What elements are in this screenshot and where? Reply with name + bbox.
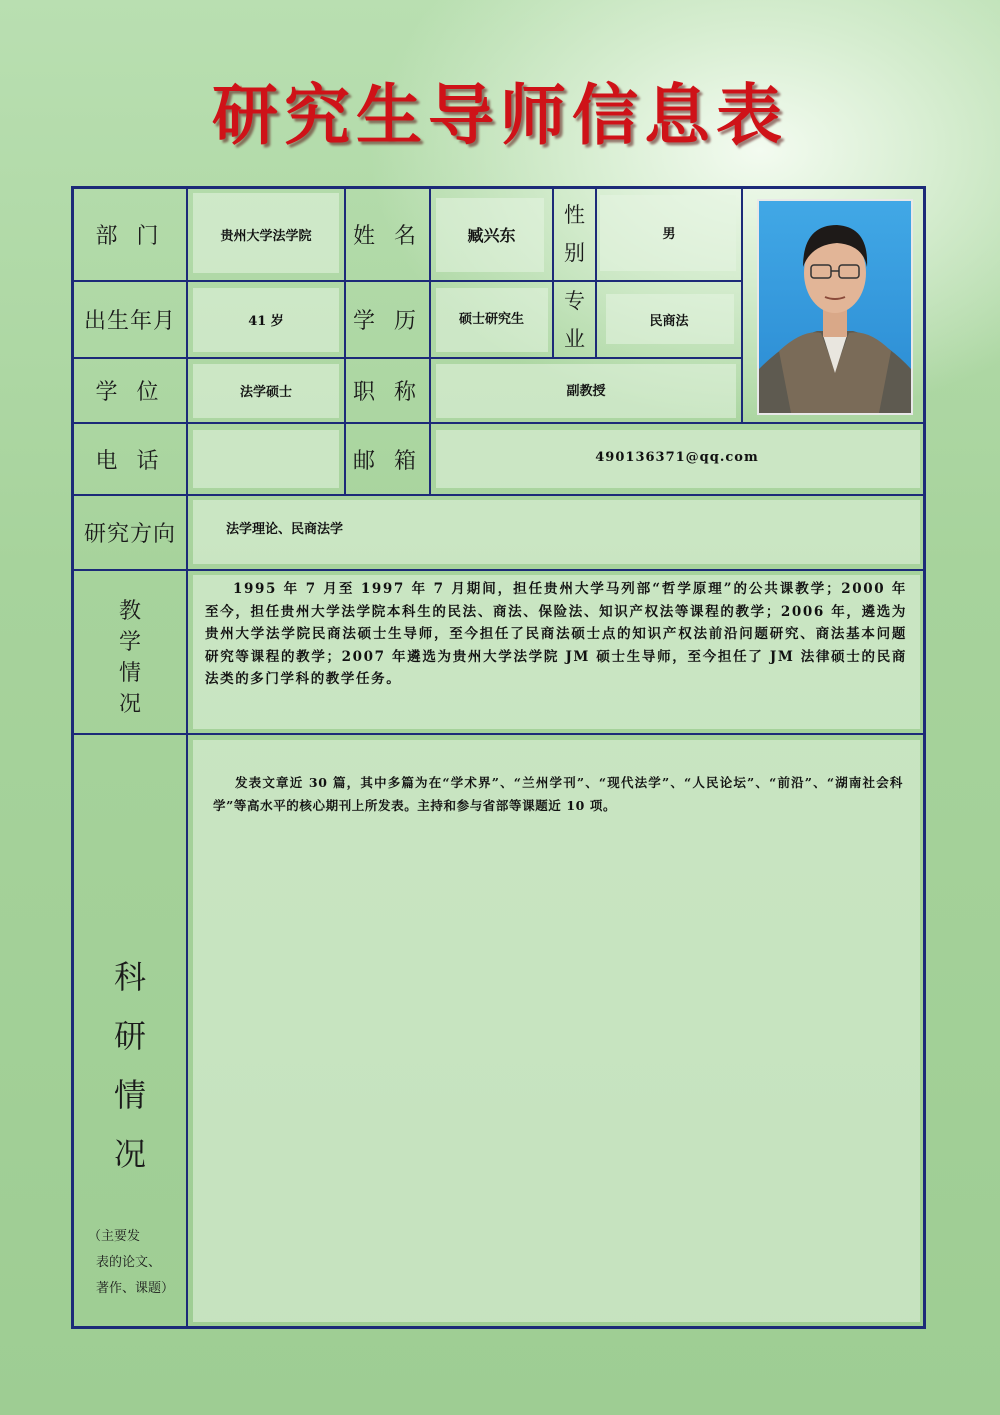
col-line-label [186,186,188,1329]
email-label: 邮 箱 [353,448,422,474]
phone-label: 电 话 [95,448,165,474]
gender-label-char-2: 别 [564,241,585,265]
sci-note-line-2: 表的论文、 [96,1255,162,1270]
sci-label-char-1: 科 [113,958,146,996]
birth-label: 出生年月 [83,309,176,334]
sci-value-bg [193,740,920,1322]
research-value: 法学理论、民商法学 [226,521,344,537]
portrait-figure [759,201,911,413]
sci-label-char-2: 研 [113,1017,146,1055]
gender-label [554,196,595,272]
title-label: 职 称 [353,380,422,405]
sci-label-char-4: 况 [113,1135,146,1173]
table-border-bottom [71,1326,926,1329]
major-value: 民商法 [649,314,689,329]
teaching-label [74,596,186,720]
major-label [554,282,595,358]
phone-value [188,424,344,494]
teaching-label-char-4: 况 [118,692,141,717]
sci-note [80,1224,184,1302]
birth-value: 41 岁 [248,314,284,329]
degree-value: 法学硕士 [239,385,292,400]
email-value: 490136371@qq.com [595,449,759,465]
portrait-photo [757,199,913,415]
row-line-5 [71,569,926,571]
title-value: 副教授 [566,383,606,399]
gender-value: 男 [662,226,676,242]
name-value: 臧兴东 [467,226,516,245]
sci-label [74,948,186,1184]
edu-value: 硕士研究生 [458,311,524,327]
sci-note-line-1: （主要发 [88,1229,141,1244]
page-title: 研究生导师信息表 [212,77,788,154]
research-output-text: 发表文章近 30 篇，其中多篇为在“学术界”、“兰州学刊”、“现代法学”、“人民论坛”、“前沿”、“湖南社会科学”等高水平的核心期刊上所发表。主持和参与省部等课题近 10 项。 [213,775,903,813]
row-line-4 [71,494,926,496]
research-label: 研究方向 [83,522,176,547]
sci-label-char-3: 情 [113,1076,146,1114]
name-label: 姓 名 [353,224,422,249]
edu-label: 学 历 [353,309,422,334]
teaching-text: 1995 年 7 月至 1997 年 7 月期间，担任贵州大学马列部“哲学原理”的公共课教学；2000 年至今，担任贵州大学法学院本科生的民法、商法、保险法、知识产权法等课程的教学；2006 年，遴选为贵州大学法学院民商法硕士生导师，至今担任了民商法硕士点的知识产权法前沿问题研究、商法基本问题研究等课程的教学；2007 年遴选为贵州大学法学院 JM 硕士生导师，至今担任了 JM 法律硕士的民商法类的多门学科的教学任务。 [205,581,907,688]
major-label-char-1: 专 [564,289,585,313]
gender-label-char-1: 性 [564,203,585,227]
table-border-right [923,186,926,1329]
dept-value: 贵州大学法学院 [220,229,312,244]
sci-note-line-3: 著作、课题） [96,1281,175,1296]
major-label-char-2: 业 [564,327,585,351]
dept-label: 部 门 [95,224,165,249]
teaching-label-char-2: 学 [118,630,141,655]
teaching-label-char-1: 教 [118,599,141,624]
teaching-label-char-3: 情 [118,661,141,686]
row-line-6 [71,733,926,735]
col-line-photo [741,186,743,424]
degree-label: 学 位 [95,380,165,405]
